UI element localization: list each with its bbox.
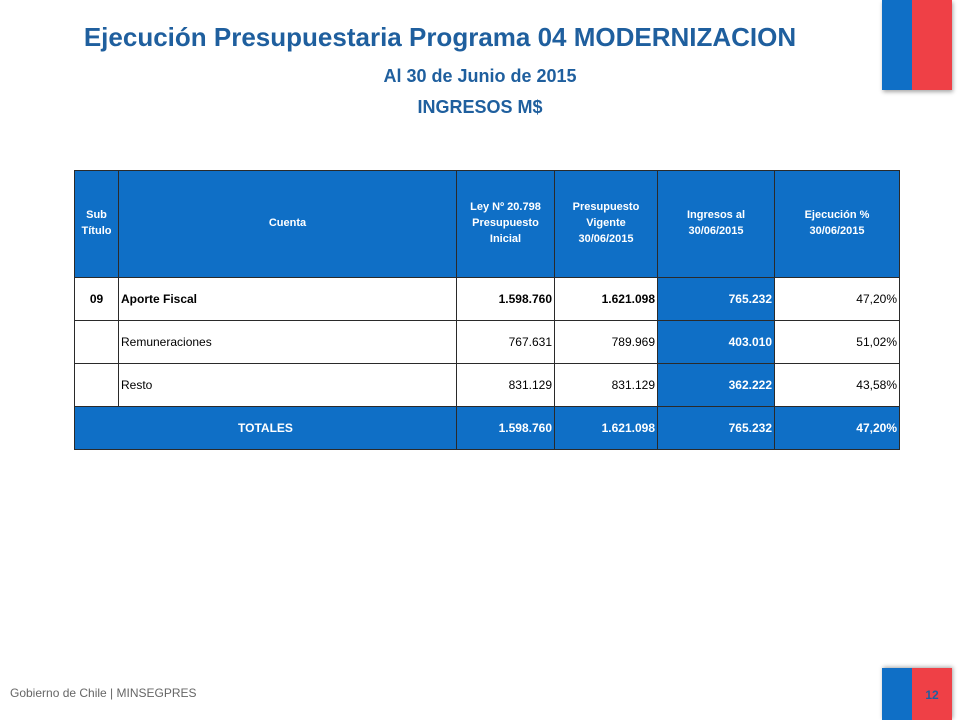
flag-red-stripe	[912, 0, 952, 90]
footer-flag-red-stripe	[912, 668, 952, 720]
cell-ejecucion: 43,58%	[775, 364, 900, 407]
totals-ingresos: 765.232	[658, 407, 775, 450]
cell-vigente: 831.129	[555, 364, 658, 407]
cell-ingresos: 403.010	[658, 321, 775, 364]
header-ingresos: Ingresos al 30/06/2015	[658, 171, 775, 278]
table-header-row	[75, 171, 900, 278]
header-ley: Ley Nº 20.798 Presupuesto Inicial	[457, 171, 555, 278]
page-title: Ejecución Presupuestaria Programa 04 MODERNIZACION	[83, 22, 797, 52]
cell-ley: 831.129	[457, 364, 555, 407]
totals-label: TOTALES	[75, 407, 457, 450]
budget-table	[74, 170, 900, 450]
table-row	[75, 278, 900, 321]
subtitle-ingresos: INGRESOS M$	[417, 97, 543, 117]
cell-cuenta: Resto	[119, 364, 457, 407]
cell-ejecucion: 47,20%	[775, 278, 900, 321]
cell-ley: 1.598.760	[457, 278, 555, 321]
header-subtitulo: Sub Título	[75, 171, 119, 278]
cell-subtitulo	[75, 321, 119, 364]
chile-flag-logo	[882, 0, 952, 90]
cell-vigente: 1.621.098	[555, 278, 658, 321]
header-ejecucion: Ejecución % 30/06/2015	[775, 171, 900, 278]
cell-subtitulo	[75, 364, 119, 407]
totals-row	[75, 407, 900, 450]
page-number: 12	[925, 688, 939, 702]
cell-subtitulo: 09	[75, 278, 119, 321]
totals-vigente: 1.621.098	[555, 407, 658, 450]
table-row	[75, 364, 900, 407]
footer-text: Gobierno de Chile | MINSEGPRES	[10, 686, 197, 700]
cell-cuenta: Remuneraciones	[119, 321, 457, 364]
footer-flag-blue-stripe	[882, 668, 912, 720]
header-vigente: Presupuesto Vigente 30/06/2015	[555, 171, 658, 278]
flag-blue-stripe	[882, 0, 912, 90]
totals-ley: 1.598.760	[457, 407, 555, 450]
subtitle-date: Al 30 de Junio de 2015	[383, 66, 577, 86]
cell-ley: 767.631	[457, 321, 555, 364]
cell-vigente: 789.969	[555, 321, 658, 364]
footer-flag-logo	[882, 668, 952, 720]
cell-ingresos: 765.232	[658, 278, 775, 321]
cell-ingresos: 362.222	[658, 364, 775, 407]
table-row	[75, 321, 900, 364]
totals-ejecucion: 47,20%	[775, 407, 900, 450]
header-cuenta: Cuenta	[119, 171, 457, 278]
cell-cuenta: Aporte Fiscal	[119, 278, 457, 321]
cell-ejecucion: 51,02%	[775, 321, 900, 364]
